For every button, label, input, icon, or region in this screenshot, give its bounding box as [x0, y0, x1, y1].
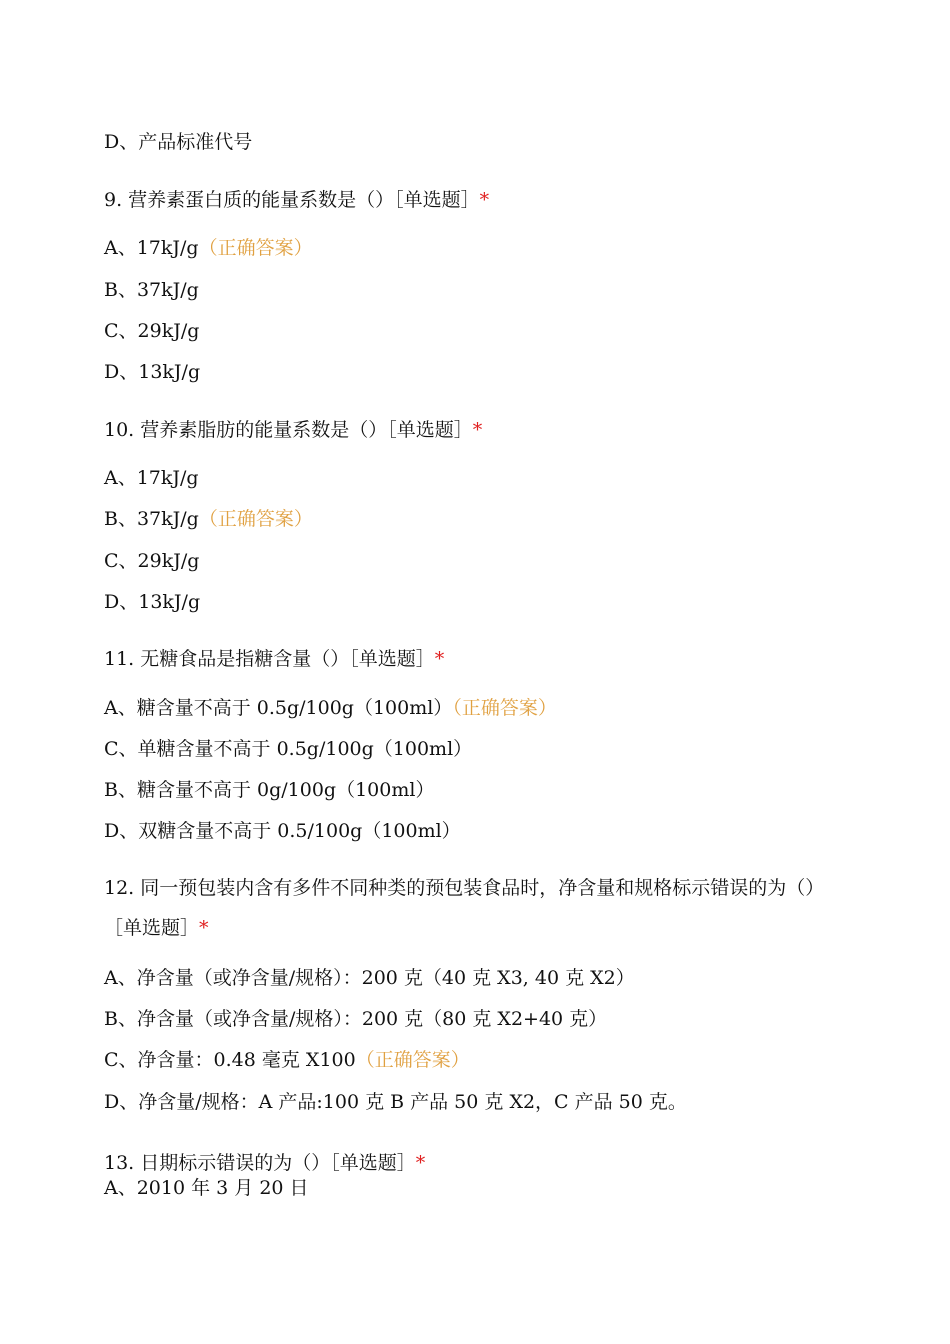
q12-option-b: B、净含量（或净含量/规格）：200 克（80 克 X2+40 克） [104, 1008, 608, 1030]
q9-option-a: A、17kJ/g（正确答案） [104, 237, 313, 259]
q10-option-d: D、13kJ/g [104, 591, 201, 613]
q10-option-c: C、29kJ/g [104, 550, 200, 572]
required-star: * [472, 419, 483, 441]
q11-option-b: B、糖含量不高于 0g/100g（100ml） [104, 779, 435, 801]
correct-answer-tag: （正确答案） [198, 237, 313, 259]
required-star: * [479, 189, 490, 211]
required-star: * [415, 1152, 426, 1174]
q12-title: 12. 同一预包装内含有多件不同种类的预包装食品时，净含量和规格标示错误的为（）［单选题］* [104, 877, 825, 939]
q8-option-d: D、产品标准代号 [104, 131, 253, 153]
q11-option-c: C、单糖含量不高于 0.5g/100g（100ml） [104, 738, 473, 760]
q11-title: 11. 无糖食品是指糖含量（）［单选题］* [104, 648, 445, 670]
q12-option-a: A、净含量（或净含量/规格）：200 克（40 克 X3, 40 克 X2） [104, 967, 635, 989]
q9-option-d: D、13kJ/g [104, 361, 201, 383]
q9-option-b: B、37kJ/g [104, 279, 199, 301]
q10-title: 10. 营养素脂肪的能量系数是（）［单选题］* [104, 419, 483, 441]
correct-answer-tag: （正确答案） [452, 697, 557, 719]
q9-title: 9. 营养素蛋白质的能量系数是（）［单选题］* [104, 189, 490, 211]
q12-option-c: C、净含量：0.48 毫克 X100（正确答案） [104, 1049, 470, 1071]
correct-answer-tag: （正确答案） [355, 1049, 470, 1071]
q12-option-d: D、净含量/规格：A 产品:100 克 B 产品 50 克 X2，C 产品 50 克。 [104, 1091, 687, 1113]
q10-option-b: B、37kJ/g（正确答案） [104, 508, 313, 530]
required-star: * [199, 917, 209, 939]
q10-option-a: A、17kJ/g [104, 467, 199, 489]
q13-option-a: A、2010 年 3 月 20 日 [104, 1177, 309, 1199]
q11-option-a: A、糖含量不高于 0.5g/100g（100ml）（正确答案） [104, 697, 557, 719]
q13-title: 13. 日期标示错误的为（）［单选题］* [104, 1152, 426, 1174]
q9-option-c: C、29kJ/g [104, 320, 200, 342]
q11-option-d: D、双糖含量不高于 0.5/100g（100ml） [104, 820, 461, 842]
correct-answer-tag: （正确答案） [198, 508, 313, 530]
required-star: * [434, 648, 445, 670]
